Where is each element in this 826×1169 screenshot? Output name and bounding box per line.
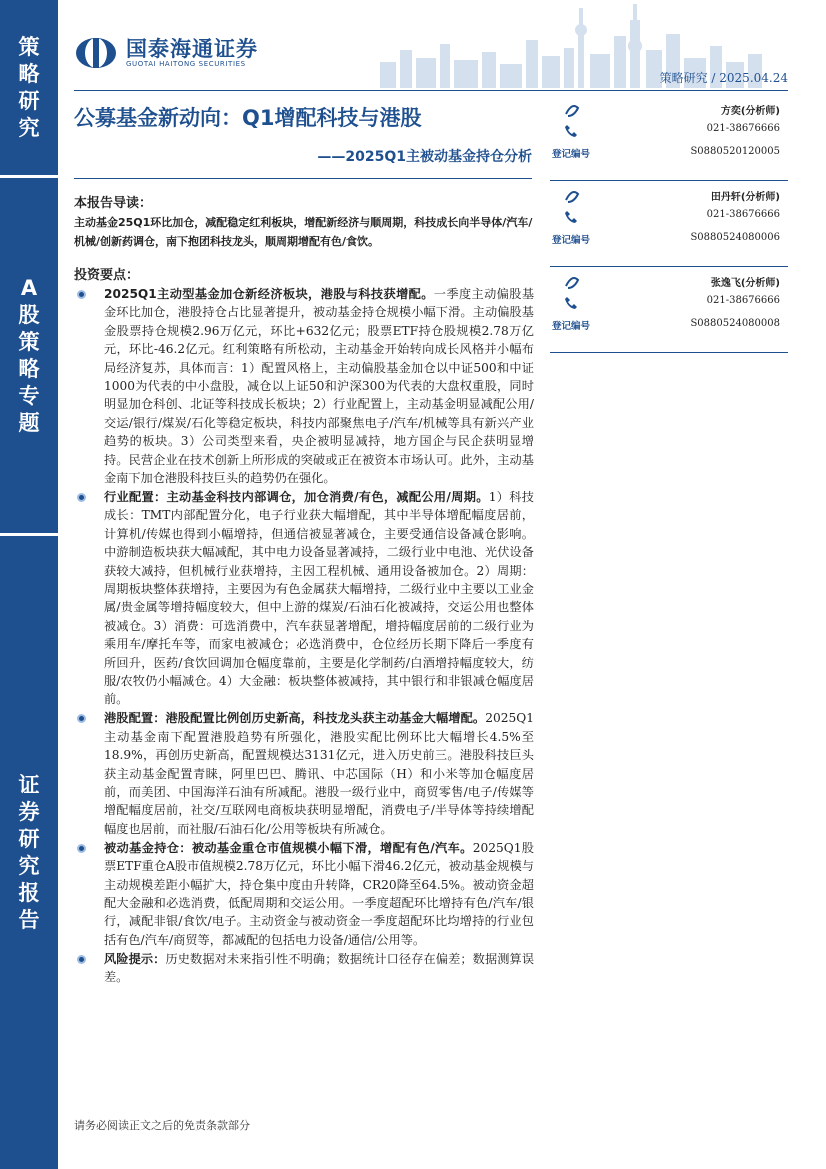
band-char: 策 bbox=[18, 34, 40, 59]
bullet-dot-icon bbox=[77, 714, 86, 723]
band-char: 报 bbox=[18, 880, 40, 905]
band-char: 证 bbox=[18, 772, 40, 797]
registration-number: S0880524080008 bbox=[690, 318, 780, 329]
email-icon bbox=[564, 190, 580, 204]
registration-label: 登记编号 bbox=[552, 235, 591, 246]
band-char: 略 bbox=[18, 61, 40, 86]
registration-label: 登记编号 bbox=[552, 149, 591, 160]
analyst-name: 方奕(分析师) bbox=[720, 106, 780, 117]
email-icon bbox=[564, 276, 580, 290]
analyst-phone: 021-38676666 bbox=[706, 295, 780, 306]
category-date: 策略研究 / 2025.04.24 bbox=[659, 71, 788, 85]
point-heading: 港股配置：港股配置比例创历史新高，科技龙头获主动基金大幅增配。 bbox=[104, 711, 486, 726]
company-logo bbox=[74, 36, 258, 70]
investment-heading: 投资要点： bbox=[74, 268, 140, 283]
point-text: 2025Q1主动基金南下配置港股趋势有所强化，港股实配比例环比大幅增长4.5%至18.9%，再创历史新高，配置规模达3131亿元，进入历史前三。港股科技巨头获主动基金配置青睐，阿里巴巴、腾讯、中芯国际（H）和小米等加仓幅度居前，而美团、中国海洋石油有所减配。港股一级行业中，商贸零售/电子/传媒等增配幅度居前，社交/互联网电商板块获明显增配，消费电子/半导体等持续增配幅度也居前，而社服/石油石化/公用等板块有所减仓。 bbox=[104, 711, 534, 836]
logo-mark-icon bbox=[74, 36, 118, 70]
registration-label: 登记编号 bbox=[552, 321, 591, 332]
guide-text: 主动基金25Q1环比加仓，减配稳定红利板块，增配新经济与顺周期，科技成长向半导体/汽车/机械/创新药调仓，南下抱团科技龙头，顺周期增配有色/食饮。 bbox=[74, 216, 533, 248]
phone-icon bbox=[564, 296, 578, 310]
report-title: 公募基金新动向：Q1增配科技与港股 bbox=[74, 106, 422, 130]
point-text: 一季度主动偏股基金环比加仓，港股持仓占比显著提升，被动基金持仓规模小幅下滑。主动偏股基金股票持仓规模2.96万亿元，环比+632亿元；股票ETF持仓股规模2.78万亿元，环比-46.2亿元。红利策略有所松动，主动基金开始转向成长风格并小幅布局经济复苏，具体而言：1）配置风格上，主动偏股基金加仓以中证500和中证1000为代表的中小盘股，减仓以上证50和沪深300为代表的大盘权重股，同时明显加仓科创、北证等科技成长板块；2）行业配置上，主动基金明显减配公用/交运/银行/煤炭/石化等稳定板块，科技内部聚焦电子/汽车/机械等具有新兴产业趋势的板块。3）公司类型来看，央企被明显减持，地方国企与民企获明显增持。民营企业在技术创新上所形成的突破或正在被资本市场认可。此外，主动基金南下加仓港股科技巨头的趋势仍在强化。 bbox=[104, 287, 535, 486]
analyst-name: 张逸飞(分析师) bbox=[710, 278, 780, 289]
registration-number: S0880524080006 bbox=[690, 232, 780, 243]
investment-points bbox=[74, 285, 534, 987]
band-char: 研 bbox=[18, 826, 40, 851]
band-char: 究 bbox=[18, 853, 40, 878]
email-icon bbox=[564, 104, 580, 118]
analyst-phone: 021-38676666 bbox=[706, 123, 780, 134]
point-heading: 行业配置：主动基金科技内部调仓，加仓消费/有色，减配公用/周期。 bbox=[104, 489, 489, 504]
analyst-phone: 021-38676666 bbox=[706, 209, 780, 220]
analyst-card bbox=[550, 268, 788, 353]
sidebar-band-strategy-research bbox=[0, 0, 58, 175]
point-text: 历史数据对未来指引性不明确；数据统计口径存在偏差；数据测算误差。 bbox=[104, 951, 535, 985]
logo-english-name: GUOTAI HAITONG SECURITIES bbox=[126, 60, 246, 68]
analyst-name: 田丹轩(分析师) bbox=[710, 192, 780, 203]
band-char: 专 bbox=[18, 383, 40, 408]
point-heading: 2025Q1主动型基金加仓新经济板块，港股与科技获增配。 bbox=[104, 287, 434, 301]
band-char: 策 bbox=[18, 329, 40, 354]
investment-point bbox=[74, 709, 534, 838]
phone-icon bbox=[564, 210, 578, 224]
band-char: A bbox=[20, 275, 38, 300]
band-char: 券 bbox=[18, 799, 40, 824]
bullet-dot-icon bbox=[77, 955, 86, 964]
point-text: 1）科技成长：TMT内部配置分化，电子行业获大幅增配，其中半导体增配幅度居前，计算机/传媒也得到小幅增持，但通信被显著减仓，主要受通信设备减仓影响。中游制造板块获大幅减配，其中电力设备显著减持，二级行业中电池、光伏设备获较大减持，但机械行业获增持，主因工程机械、通用设备被加仓。2）周期：周期板块整体获增持，主要因为有色金属获大幅增持，二级行业中主要以工业金属/贵金属等增持幅度较大，但中上游的煤炭/石油石化被减持，交运公用也整体被减仓。3）消费：可选消费中，汽车获显著增配，增持幅度居前的二级行业为乘用车/摩托车等，而家电被减仓；必选消费中，仓位经历长期下降后一季度有所回升，医药/食饮回调加仓幅度靠前，主要是化学制药/白酒增持幅度较大，纺服/农牧仍小幅减仓。4）大金融：板块整体被减持，其中银行和非银减仓幅度居前。 bbox=[104, 489, 534, 707]
band-char: 略 bbox=[18, 356, 40, 381]
registration-number: S0880520120005 bbox=[690, 146, 780, 157]
phone-icon bbox=[564, 124, 578, 138]
investment-point bbox=[74, 839, 534, 949]
bullet-dot-icon bbox=[77, 844, 86, 853]
analyst-card bbox=[550, 96, 788, 181]
sidebar-band-research-report bbox=[0, 536, 58, 1169]
header-divider bbox=[74, 90, 788, 91]
disclaimer-footer: 请务必阅读正文之后的免责条款部分 bbox=[74, 1119, 250, 1132]
band-char: 研 bbox=[18, 88, 40, 113]
logo-chinese-name: 国泰海通证券 bbox=[126, 37, 258, 61]
point-text: 2025Q1股票ETF重仓A股市值规模2.78万亿元，环比小幅下滑46.2亿元，被动基金规模与主动规模差距小幅扩大，持仓集中度由升转降，CR20降至64.5%。被动资金超配大金融和必选消费，低配周期和交运公用。一季度超配环比增持有色/汽车/银行，减配非银/食饮/电子。主动资金与被动资金一季度超配环比均增持的行业包括有色/汽车/商贸等，都减配的包括电力设备/通信/公用等。 bbox=[104, 840, 534, 947]
guide-heading: 本报告导读： bbox=[74, 196, 153, 211]
point-heading: 风险提示： bbox=[104, 951, 166, 966]
investment-point bbox=[74, 285, 534, 487]
band-char: 题 bbox=[18, 410, 40, 435]
band-char: 股 bbox=[18, 302, 40, 327]
band-char: 告 bbox=[18, 907, 40, 932]
investment-point bbox=[74, 950, 534, 987]
band-char: 究 bbox=[18, 115, 40, 140]
title-divider bbox=[74, 178, 532, 179]
point-heading: 被动基金持仓：被动基金重仓市值规模小幅下滑，增配有色/汽车。 bbox=[104, 840, 473, 855]
investment-point bbox=[74, 488, 534, 709]
sidebar-band-a-share-topic bbox=[0, 178, 58, 533]
report-subtitle: ——2025Q1主被动基金持仓分析 bbox=[317, 149, 532, 165]
bullet-dot-icon bbox=[77, 290, 86, 299]
bullet-dot-icon bbox=[77, 493, 86, 502]
analyst-card bbox=[550, 182, 788, 267]
